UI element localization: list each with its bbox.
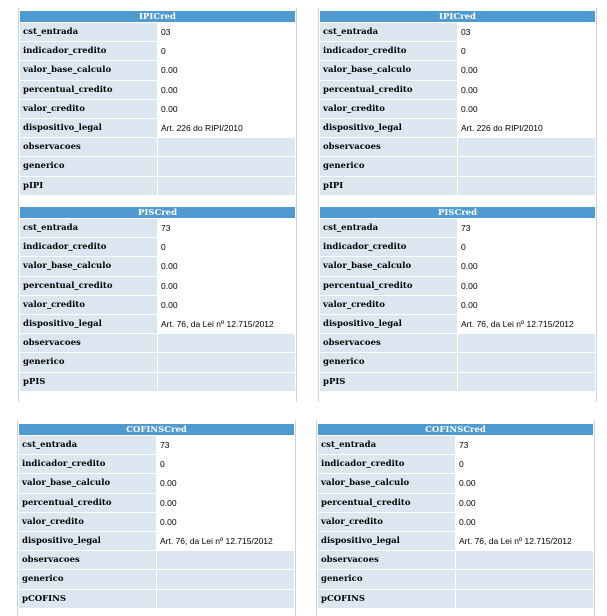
table-row: [320, 353, 596, 372]
table-row: [19, 512, 295, 531]
field-value: 0.00: [158, 276, 296, 295]
field-label: observacoes: [20, 138, 158, 157]
field-value: 73: [456, 436, 594, 455]
table-row: [20, 176, 296, 195]
table-row: [20, 314, 296, 333]
table-row: [318, 455, 594, 474]
field-value: 0.00: [456, 474, 594, 493]
field-value: Art. 76, da Lei nº 12.715/2012: [157, 531, 295, 550]
field-value: 0.00: [456, 512, 594, 531]
field-label: generico: [320, 157, 458, 176]
field-value: 03: [158, 23, 296, 42]
field-value: Art. 76, da Lei nº 12.715/2012: [456, 531, 594, 550]
field-label: valor_base_calculo: [20, 61, 158, 80]
table-row: [320, 99, 596, 118]
field-label: indicador_credito: [318, 455, 456, 474]
field-value: Art. 76, da Lei nº 12.715/2012: [458, 314, 596, 333]
field-label: valor_base_calculo: [320, 61, 458, 80]
table-row: [318, 436, 594, 455]
field-label: dispositivo_legal: [318, 531, 456, 550]
field-label: pCOFINS: [19, 589, 157, 608]
field-value: 0.00: [158, 80, 296, 99]
table-row: [20, 118, 296, 137]
field-value: [158, 353, 296, 372]
field-value: [157, 589, 295, 608]
field-value: [458, 138, 596, 157]
table-row: [20, 353, 296, 372]
field-label: generico: [19, 570, 157, 589]
field-value: 0: [158, 238, 296, 257]
field-label: indicador_credito: [320, 238, 458, 257]
field-label: percentual_credito: [20, 80, 158, 99]
table-row: [318, 570, 594, 589]
field-value: [158, 334, 296, 353]
table-row: [20, 238, 296, 257]
field-label: cst_entrada: [20, 219, 158, 238]
field-value: 0: [157, 455, 295, 474]
table-row: [320, 295, 596, 314]
panel-title: COFINSCred: [318, 424, 594, 436]
field-value: 73: [157, 436, 295, 455]
table-row: [20, 295, 296, 314]
field-value: [157, 570, 295, 589]
ipicred-panel-left: [19, 10, 296, 196]
field-value: 03: [458, 23, 596, 42]
field-label: observacoes: [20, 334, 158, 353]
field-value: Art. 226 do RIPI/2010: [458, 118, 596, 137]
field-label: percentual_credito: [19, 493, 157, 512]
field-label: observacoes: [320, 334, 458, 353]
table-row: [320, 176, 596, 195]
table-row: [320, 138, 596, 157]
field-label: observacoes: [320, 138, 458, 157]
table-row: [320, 61, 596, 80]
field-label: generico: [20, 353, 158, 372]
field-value: 0.00: [158, 257, 296, 276]
field-label: indicador_credito: [20, 238, 158, 257]
field-label: pIPI: [20, 176, 158, 195]
table-row: [320, 314, 596, 333]
field-label: percentual_credito: [20, 276, 158, 295]
table-row: [20, 372, 296, 391]
field-label: pCOFINS: [318, 589, 456, 608]
table-row: [318, 512, 594, 531]
table-row: [318, 589, 594, 608]
table-row: [19, 551, 295, 570]
table-row: [20, 138, 296, 157]
field-label: indicador_credito: [320, 42, 458, 61]
field-label: generico: [320, 353, 458, 372]
field-value: 0.00: [458, 257, 596, 276]
table-row: [20, 334, 296, 353]
field-label: valor_base_calculo: [20, 257, 158, 276]
table-row: [20, 219, 296, 238]
field-label: percentual_credito: [318, 493, 456, 512]
field-label: valor_base_calculo: [19, 474, 157, 493]
table-row: [318, 493, 594, 512]
table-row: [318, 474, 594, 493]
table-row: [320, 23, 596, 42]
field-value: Art. 76, da Lei nº 12.715/2012: [158, 314, 296, 333]
field-value: 0.00: [458, 295, 596, 314]
field-value: [458, 353, 596, 372]
field-value: 0: [458, 42, 596, 61]
field-label: valor_credito: [318, 512, 456, 531]
table-row: [320, 80, 596, 99]
panel-title: IPICred: [320, 11, 596, 23]
table-row: [19, 455, 295, 474]
field-value: 0.00: [158, 295, 296, 314]
field-value: 0: [456, 455, 594, 474]
table-row: [320, 219, 596, 238]
field-label: pPIS: [20, 372, 158, 391]
table-row: [19, 531, 295, 550]
field-value: 0.00: [458, 61, 596, 80]
field-value: [158, 157, 296, 176]
table-row: [320, 372, 596, 391]
table-row: [19, 589, 295, 608]
table-row: [318, 551, 594, 570]
field-label: pIPI: [320, 176, 458, 195]
field-value: 0.00: [157, 512, 295, 531]
field-label: dispositivo_legal: [20, 314, 158, 333]
table-row: [20, 257, 296, 276]
field-label: valor_credito: [320, 295, 458, 314]
table-row: [19, 570, 295, 589]
field-value: [458, 176, 596, 195]
table-row: [19, 436, 295, 455]
field-value: [458, 334, 596, 353]
table-row: [20, 157, 296, 176]
field-value: 0.00: [458, 276, 596, 295]
table-row: [20, 80, 296, 99]
field-value: 0.00: [458, 80, 596, 99]
field-label: valor_credito: [20, 295, 158, 314]
field-label: percentual_credito: [320, 276, 458, 295]
field-value: Art. 226 do RIPI/2010: [158, 118, 296, 137]
field-label: cst_entrada: [320, 23, 458, 42]
field-value: 73: [158, 219, 296, 238]
field-label: generico: [318, 570, 456, 589]
piscred-panel-left: [19, 206, 296, 392]
field-value: [158, 176, 296, 195]
panel-title: PISCred: [20, 207, 296, 219]
field-value: [158, 138, 296, 157]
field-value: 0.00: [158, 61, 296, 80]
field-label: dispositivo_legal: [320, 314, 458, 333]
field-value: 0.00: [458, 99, 596, 118]
piscred-panel-right: [319, 206, 596, 392]
field-label: valor_credito: [20, 99, 158, 118]
field-label: valor_base_calculo: [320, 257, 458, 276]
table-row: [20, 42, 296, 61]
table-row: [19, 474, 295, 493]
field-value: 0.00: [157, 493, 295, 512]
field-label: indicador_credito: [20, 42, 158, 61]
field-label: observacoes: [318, 551, 456, 570]
field-value: 0: [458, 238, 596, 257]
panel-title: COFINSCred: [19, 424, 295, 436]
table-row: [20, 276, 296, 295]
table-row: [320, 238, 596, 257]
field-value: [458, 157, 596, 176]
field-value: [458, 372, 596, 391]
field-label: valor_base_calculo: [318, 474, 456, 493]
field-value: [157, 551, 295, 570]
table-row: [20, 99, 296, 118]
table-row: [320, 118, 596, 137]
panel-title: PISCred: [320, 207, 596, 219]
table-row: [320, 157, 596, 176]
field-value: [456, 589, 594, 608]
table-row: [320, 276, 596, 295]
table-row: [320, 334, 596, 353]
field-value: 0: [158, 42, 296, 61]
cofinscred-panel-left: [18, 423, 295, 609]
field-label: observacoes: [19, 551, 157, 570]
table-row: [20, 23, 296, 42]
field-value: 0.00: [158, 99, 296, 118]
field-label: generico: [20, 157, 158, 176]
table-row: [19, 493, 295, 512]
field-label: indicador_credito: [19, 455, 157, 474]
field-label: pPIS: [320, 372, 458, 391]
field-value: [158, 372, 296, 391]
field-value: 73: [458, 219, 596, 238]
table-row: [20, 61, 296, 80]
field-value: [456, 551, 594, 570]
field-label: cst_entrada: [320, 219, 458, 238]
field-label: cst_entrada: [20, 23, 158, 42]
field-label: dispositivo_legal: [20, 118, 158, 137]
table-row: [320, 42, 596, 61]
field-label: cst_entrada: [19, 436, 157, 455]
field-label: valor_credito: [320, 99, 458, 118]
cofinscred-panel-right: [317, 423, 594, 609]
field-value: 0.00: [456, 493, 594, 512]
field-label: dispositivo_legal: [320, 118, 458, 137]
table-row: [320, 257, 596, 276]
field-value: 0.00: [157, 474, 295, 493]
panel-title: IPICred: [20, 11, 296, 23]
field-label: valor_credito: [19, 512, 157, 531]
field-label: percentual_credito: [320, 80, 458, 99]
table-row: [318, 531, 594, 550]
field-label: dispositivo_legal: [19, 531, 157, 550]
field-label: cst_entrada: [318, 436, 456, 455]
field-value: [456, 570, 594, 589]
ipicred-panel-right: [319, 10, 596, 196]
